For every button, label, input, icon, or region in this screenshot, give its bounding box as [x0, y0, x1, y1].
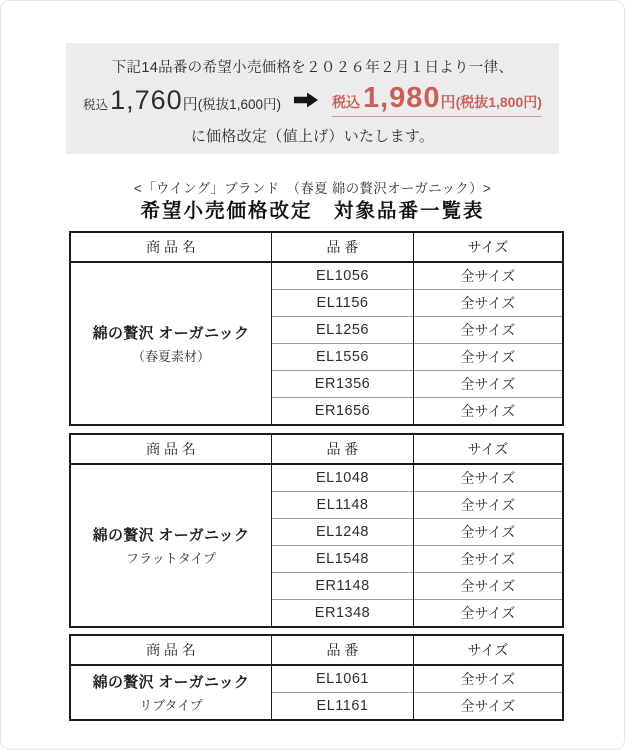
size-cell: 全サイズ	[414, 693, 564, 721]
column-header-size: サイズ	[414, 635, 564, 665]
price-table-flat-type	[69, 433, 564, 628]
size-cell: 全サイズ	[414, 492, 564, 519]
size-cell: 全サイズ	[414, 262, 564, 290]
brand-subtitle: <「ウイング」ブランド （春夏 綿の贅沢オーガニック）>	[133, 181, 492, 196]
table-row	[70, 665, 563, 693]
column-header-product-name: 商 品 名	[70, 232, 272, 262]
table-row	[70, 464, 563, 492]
old-price-tax-excluded: (税抜1,600円)	[197, 96, 281, 112]
size-cell: 全サイズ	[414, 665, 564, 693]
notice-closing-line: に価格改定（値上げ）いたします。	[190, 128, 435, 145]
table-header-row	[70, 434, 563, 464]
size-cell: 全サイズ	[414, 546, 564, 573]
product-code-cell: ER1148	[272, 573, 414, 600]
column-header-size: サイズ	[414, 232, 564, 262]
column-header-product-code: 品 番	[272, 635, 414, 665]
product-code-cell: EL1256	[272, 317, 414, 344]
size-cell: 全サイズ	[414, 344, 564, 371]
column-header-product-name: 商 品 名	[70, 635, 272, 665]
old-price-amount: 1,760	[110, 84, 183, 115]
size-cell: 全サイズ	[414, 573, 564, 600]
product-name-cell	[70, 665, 272, 720]
product-name-cell	[70, 262, 272, 425]
product-subname: リブタイプ	[139, 698, 203, 713]
price-table-rib-type	[69, 634, 564, 721]
product-name: 綿の贅沢 オーガニック	[92, 325, 250, 342]
table-header-row	[70, 635, 563, 665]
new-price-tax-included-label: 税込	[331, 93, 360, 110]
product-code-cell: EL1556	[272, 344, 414, 371]
price-comparison-line	[66, 81, 559, 119]
column-header-product-name: 商 品 名	[70, 434, 272, 464]
product-code-cell: EL1161	[272, 693, 414, 721]
size-cell: 全サイズ	[414, 371, 564, 398]
product-code-cell: EL1548	[272, 546, 414, 573]
product-code-cell: EL1148	[272, 492, 414, 519]
price-table-spring-summer	[69, 231, 564, 426]
product-subname: （春夏素材）	[131, 349, 210, 364]
new-price	[331, 81, 542, 117]
right-arrow-icon	[294, 92, 319, 108]
product-name-cell	[70, 464, 272, 627]
column-header-product-code: 品 番	[272, 232, 414, 262]
product-code-cell: ER1656	[272, 398, 414, 426]
page-title: 希望小売価格改定 対象品番一覧表	[140, 200, 485, 222]
table-row	[70, 262, 563, 290]
size-cell: 全サイズ	[414, 600, 564, 628]
size-cell: 全サイズ	[414, 398, 564, 426]
old-price-tax-included-label: 税込	[83, 97, 109, 112]
price-change-notice-box	[66, 43, 559, 154]
size-cell: 全サイズ	[414, 317, 564, 344]
new-price-amount: 1,980	[362, 81, 441, 114]
table-header-row	[70, 232, 563, 262]
product-code-cell: EL1248	[272, 519, 414, 546]
notice-intro-line: 下記14品番の希望小売価格を２０２６年２月１日より一律、	[111, 60, 514, 76]
column-header-product-code: 品 番	[272, 434, 414, 464]
size-cell: 全サイズ	[414, 519, 564, 546]
old-price-yen-label: 円	[182, 95, 198, 113]
size-cell: 全サイズ	[414, 290, 564, 317]
size-cell: 全サイズ	[414, 464, 564, 492]
product-subname: フラットタイプ	[125, 551, 217, 566]
product-code-cell: ER1348	[272, 600, 414, 628]
old-price	[83, 84, 281, 115]
product-name: 綿の贅沢 オーガニック	[92, 527, 250, 544]
product-code-cell: EL1061	[272, 665, 414, 693]
product-code-cell: EL1056	[272, 262, 414, 290]
new-price-tax-excluded: (税抜1,800円)	[455, 93, 542, 110]
new-price-yen-label: 円	[440, 93, 456, 111]
product-code-cell: EL1156	[272, 290, 414, 317]
product-name: 綿の贅沢 オーガニック	[92, 674, 250, 691]
column-header-size: サイズ	[414, 434, 564, 464]
product-code-cell: EL1048	[272, 464, 414, 492]
product-code-cell: ER1356	[272, 371, 414, 398]
